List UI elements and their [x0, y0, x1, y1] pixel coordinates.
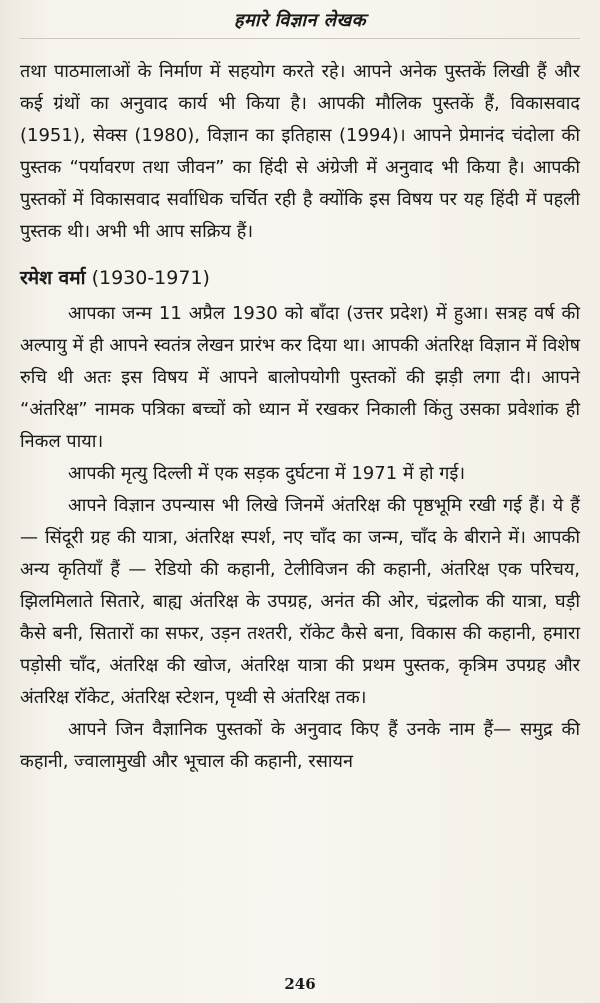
section-heading	[20, 262, 580, 294]
paragraph: आपने विज्ञान उपन्यास भी लिखे जिनमें अंतरिक्ष की पृष्ठभूमि रखी गई हैं। ये हैं — सिंदूरी ग्रह की यात्रा, अंतरिक्ष स्पर्श, नए चाँद का जन्म, चाँद के बीराने में। आपकी अन्य कृतियाँ हैं — रेडियो की कहानी, टेलीविजन की कहानी, अंतरिक्ष एक परिचय, झिलमिलाते सितारे, बाह्य अंतरिक्ष के उपग्रह, अनंत की ओर, चंद्रलोक की यात्रा, घड़ी कैसे बनी, सितारों का सफर, उड़न तश्तरी, रॉकेट कैसे बना, विकास की कहानी, हमारा पड़ोसी चाँद, अंतरिक्ष की खोज, अंतरिक्ष यात्रा की प्रथम पुस्तक, कृत्रिम उपग्रह और अंतरिक्ष रॉकेट, अंतरिक्ष स्टेशन, पृथ्वी से अंतरिक्ष तक।	[20, 495, 580, 708]
paragraph: आपकी मृत्यु दिल्ली में एक सड़क दुर्घटना में 1971 में हो गई।	[68, 463, 466, 484]
page-number: 246	[284, 975, 316, 993]
paragraph: आपका जन्म 11 अप्रैल 1930 को बाँदा (उत्तर प्रदेश) में हुआ। सत्रह वर्ष की अल्पायु में ही आपने स्वतंत्र लेखन प्रारंभ कर दिया था। आपकी अंतरिक्ष विज्ञान में विशेष रुचि थी अतः इस विषय में आपने बालोपयोगी पुस्तकों की झड़ी लगा दी। आपने “अंतरिक्ष” नामक पत्रिका बच्चों को ध्यान में रखकर निकाली किंतु उसका प्रवेशांक ही निकल पाया।	[20, 303, 580, 452]
header-divider	[20, 38, 580, 39]
page-body	[20, 56, 580, 778]
running-head: हमारे विज्ञान लेखक	[234, 10, 366, 31]
author-name: रमेश वर्मा	[20, 267, 86, 289]
author-years: (1930-1971)	[91, 267, 210, 289]
paragraph: आपने जिन वैज्ञानिक पुस्तकों के अनुवाद किए हैं उनके नाम हैं— समुद्र की कहानी, ज्वालामुखी और भूचाल की कहानी, रसायन	[20, 719, 580, 772]
paragraph-continued: तथा पाठमालाओं के निर्माण में सहयोग करते रहे। आपने अनेक पुस्तकें लिखी हैं और कई ग्रंथों का अनुवाद कार्य भी किया है। आपकी मौलिक पुस्तकें हैं, विकासवाद (1951), सेक्स (1980), विज्ञान का इतिहास (1994)। आपने प्रेमानंद चंदोला की पुस्तक “पर्यावरण तथा जीवन” का हिंदी से अंग्रेजी में अनुवाद भी किया है। आपकी पुस्तकों में विकासवाद सर्वाधिक चर्चित रही है क्योंकि इस विषय पर यह हिंदी में पहली पुस्तक थी। अभी भी आप सक्रिय हैं।	[20, 61, 580, 242]
